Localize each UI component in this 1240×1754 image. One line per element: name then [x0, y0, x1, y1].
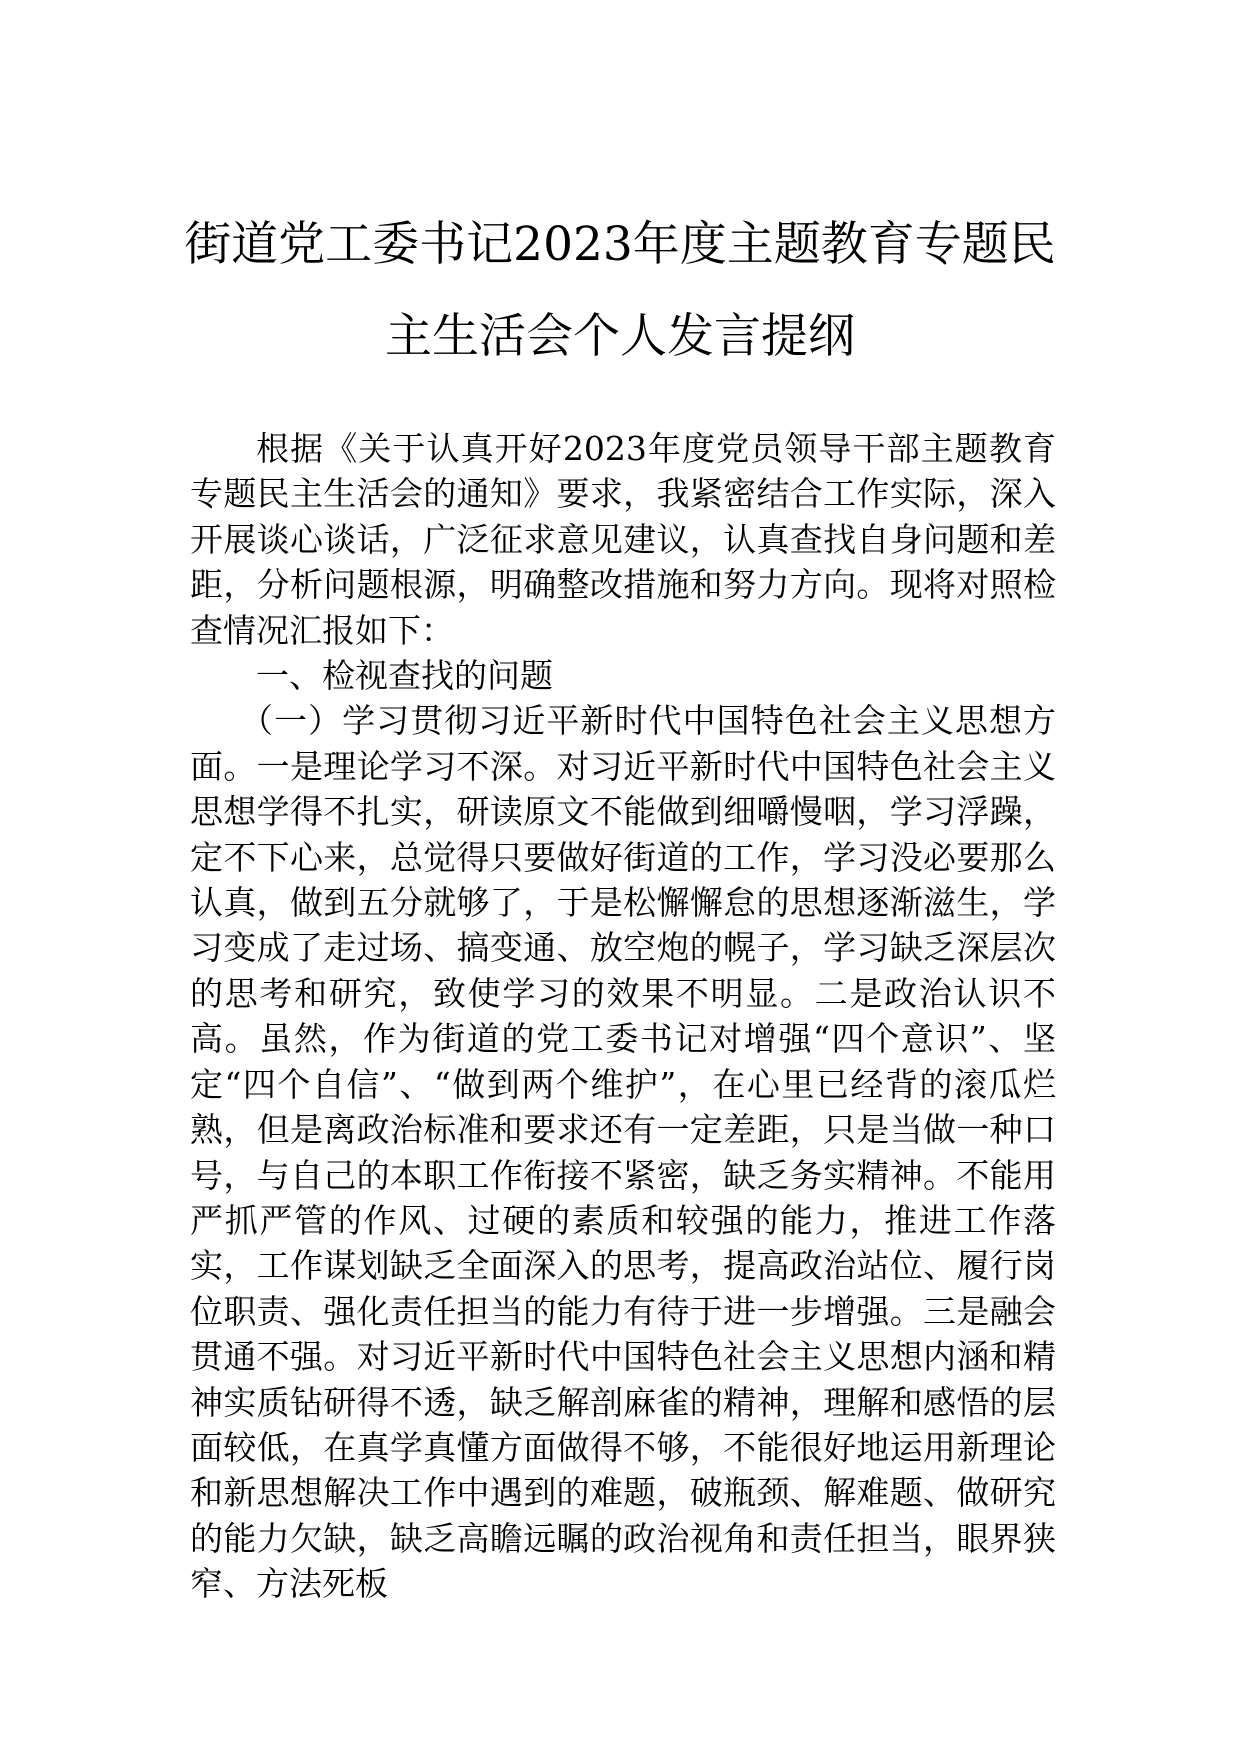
- document-title-line-2: 主生活会个人发言提纲: [385, 309, 855, 364]
- document-body: [190, 426, 1056, 1607]
- body-paragraph: （一）学习贯彻习近平新时代中国特色社会主义思想方面。一是理论学习不深。对习近平新时代中国特色社会主义思想学得不扎实，研读原文不能做到细嚼慢咽，学习浮躁，定不下心来，总觉得只要做好街道的工作，学习没必要那么认真，做到五分就够了，于是松懈懈怠的思想逐渐滋生，学习变成了走过场、搞变通、放空炮的幌子，学习缺乏深层次的思考和研究，致使学习的效果不明显。二是政治认识不高。虽然，作为街道的党工委书记对增强“四个意识”、坚定“四个自信”、“做到两个维护”，在心里已经背的滚瓜烂熟，但是离政治标准和要求还有一定差距，只是当做一种口号，与自己的本职工作衔接不紧密，缺乏务实精神。不能用严抓严管的作风、过硬的素质和较强的能力，推进工作落实，工作谋划缺乏全面深入的思考，提高政治站位、履行岗位职责、强化责任担当的能力有待于进一步增强。三是融会贯通不强。对习近平新时代中国特色社会主义思想内涵和精神实质钻研得不透，缺乏解剖麻雀的精神，理解和感悟的层面较低，在真学真懂方面做得不够，不能很好地运用新理论和新思想解决工作中遇到的难题，破瓶颈、解难题、做研究的能力欠缺，缺乏高瞻远瞩的政治视角和责任担当，眼界狭窄、方法死板: [190, 701, 1056, 1604]
- intro-paragraph: 根据《关于认真开好2023年度党员领导干部主题教育专题民主生活会的通知》要求，我紧密结合工作实际，深入开展谈心谈话，广泛征求意见建议，认真查找自身问题和差距，分析问题根源，明确整改措施和努力方向。现将对照检查情况汇报如下：: [190, 429, 1056, 650]
- section-heading: 一、检视查找的问题: [256, 656, 553, 696]
- document-title-line-1: 街道党工委书记2023年度主题教育专题民: [184, 217, 1056, 272]
